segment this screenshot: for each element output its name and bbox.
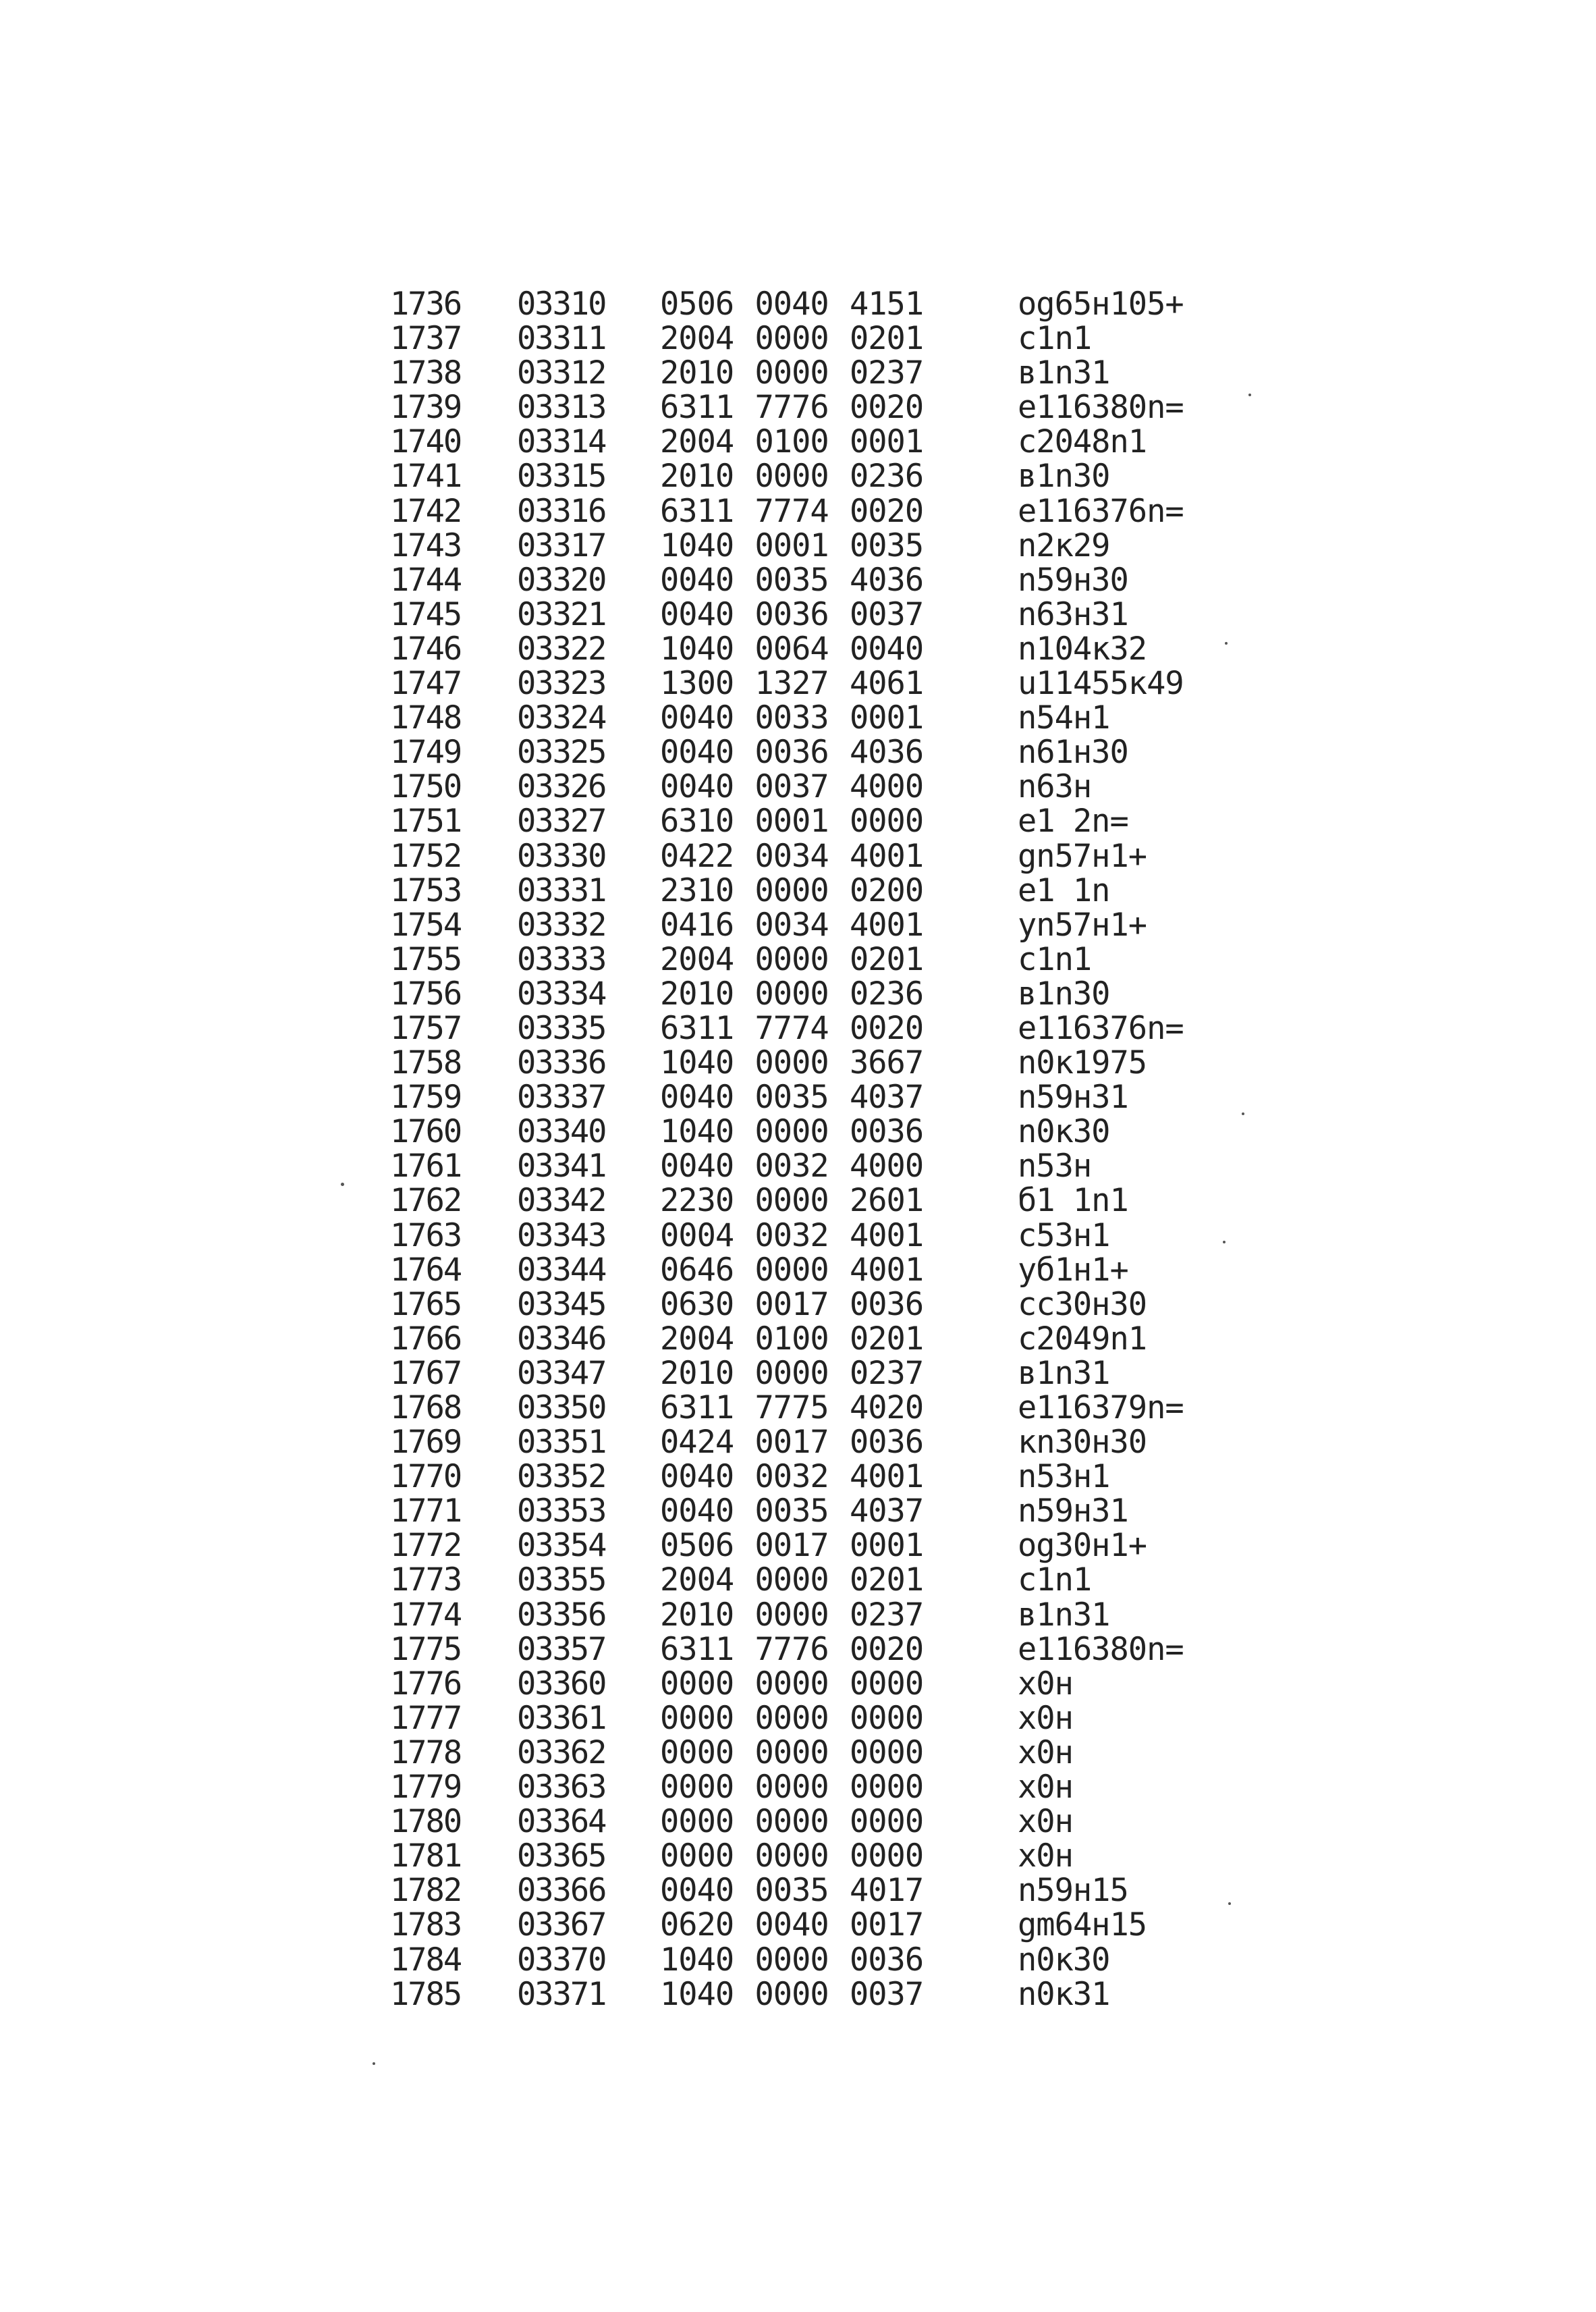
- octal-address: 03361: [517, 1699, 606, 1737]
- line-number: 1738: [390, 354, 462, 392]
- listing-row: [390, 1908, 1335, 1942]
- line-number: 1748: [390, 699, 462, 737]
- instruction-words: 0630 0017 0036: [660, 1285, 924, 1323]
- mnemonic-code: в1n31: [1018, 1596, 1110, 1634]
- octal-address: 03360: [517, 1665, 606, 1702]
- octal-address: 03315: [517, 458, 606, 495]
- line-number: 1772: [390, 1527, 462, 1565]
- instruction-words: 0004 0032 4001: [660, 1216, 924, 1254]
- octal-address: 03331: [517, 871, 606, 909]
- mnemonic-code: n59н15: [1018, 1872, 1128, 1910]
- mnemonic-code: c53н1: [1018, 1216, 1110, 1254]
- instruction-words: 1040 0000 3667: [660, 1044, 924, 1082]
- listing-row: [390, 1459, 1335, 1494]
- stray-speck: [373, 2062, 375, 2065]
- line-number: 1742: [390, 492, 462, 530]
- listing-row: [390, 1253, 1335, 1287]
- octal-address: 03343: [517, 1216, 606, 1254]
- listing-row: [390, 701, 1335, 735]
- line-number: 1752: [390, 837, 462, 875]
- stray-speck: [1242, 1112, 1244, 1115]
- instruction-words: 1040 0064 0040: [660, 630, 924, 668]
- octal-address: 03344: [517, 1251, 606, 1289]
- line-number: 1761: [390, 1148, 462, 1185]
- stray-speck: [1248, 394, 1251, 396]
- line-number: 1760: [390, 1113, 462, 1151]
- line-number: 1769: [390, 1424, 462, 1461]
- listing-row: [390, 839, 1335, 873]
- stray-speck: [1228, 1902, 1231, 1905]
- mnemonic-code: c1n1: [1018, 940, 1092, 978]
- listing-row: [390, 632, 1335, 666]
- instruction-words: 1040 0000 0036: [660, 1941, 924, 1979]
- octal-address: 03371: [517, 1975, 606, 2013]
- instruction-words: 1300 1327 4061: [660, 665, 924, 703]
- mnemonic-code: n0к31: [1018, 1975, 1110, 2013]
- mnemonic-code: cc30н30: [1018, 1285, 1147, 1323]
- line-number: 1776: [390, 1665, 462, 1702]
- line-number: 1741: [390, 458, 462, 495]
- line-number: 1767: [390, 1354, 462, 1392]
- octal-address: 03356: [517, 1596, 606, 1634]
- mnemonic-code: gm64н15: [1018, 1906, 1147, 1944]
- instruction-words: 6310 0001 0000: [660, 803, 924, 840]
- mnemonic-code: б1 1n1: [1018, 1182, 1128, 1220]
- mnemonic-code: x0н: [1018, 1769, 1073, 1806]
- line-number: 1740: [390, 423, 462, 461]
- listing-row: [390, 390, 1335, 425]
- instruction-words: 2010 0000 0237: [660, 354, 924, 392]
- stray-speck: [1223, 1241, 1226, 1243]
- mnemonic-code: gn57н1+: [1018, 837, 1147, 875]
- octal-address: 03322: [517, 630, 606, 668]
- listing-row: [390, 1632, 1335, 1667]
- listing-row: [390, 977, 1335, 1011]
- line-number: 1749: [390, 734, 462, 772]
- listing-row: [390, 529, 1335, 563]
- instruction-words: 0000 0000 0000: [660, 1699, 924, 1737]
- line-number: 1782: [390, 1872, 462, 1910]
- octal-address: 03314: [517, 423, 606, 461]
- instruction-words: 0040 0035 4036: [660, 561, 924, 599]
- octal-address: 03321: [517, 595, 606, 633]
- mnemonic-code: u11455к49: [1018, 665, 1184, 703]
- mnemonic-code: c2049n1: [1018, 1320, 1147, 1357]
- mnemonic-code: в1n31: [1018, 354, 1110, 392]
- octal-address: 03317: [517, 527, 606, 564]
- octal-address: 03310: [517, 286, 606, 323]
- line-number: 1745: [390, 595, 462, 633]
- line-number: 1781: [390, 1837, 462, 1875]
- octal-address: 03323: [517, 665, 606, 703]
- line-number: 1755: [390, 940, 462, 978]
- mnemonic-code: yn57н1+: [1018, 906, 1147, 944]
- instruction-words: 6311 7775 4020: [660, 1389, 924, 1426]
- octal-address: 03334: [517, 975, 606, 1013]
- line-number: 1785: [390, 1975, 462, 2013]
- instruction-words: 0646 0000 4001: [660, 1251, 924, 1289]
- mnemonic-code: c1n1: [1018, 320, 1092, 358]
- octal-address: 03367: [517, 1906, 606, 1944]
- mnemonic-code: n104к32: [1018, 630, 1147, 668]
- line-number: 1768: [390, 1389, 462, 1426]
- listing-row: [390, 287, 1335, 321]
- line-number: 1737: [390, 320, 462, 358]
- instruction-words: 0040 0036 0037: [660, 595, 924, 633]
- instruction-words: 0040 0035 4017: [660, 1872, 924, 1910]
- listing-row: [390, 735, 1335, 770]
- octal-address: 03357: [517, 1630, 606, 1668]
- mnemonic-code: n2к29: [1018, 527, 1110, 564]
- mnemonic-code: n63н31: [1018, 595, 1128, 633]
- listing-row: [390, 1183, 1335, 1218]
- listing-row: [390, 1011, 1335, 1046]
- mnemonic-code: e1 1n: [1018, 871, 1110, 909]
- instruction-words: 0422 0034 4001: [660, 837, 924, 875]
- octal-address: 03351: [517, 1424, 606, 1461]
- mnemonic-code: e116376n=: [1018, 492, 1184, 530]
- mnemonic-code: n63н: [1018, 768, 1092, 806]
- listing-row: [390, 1528, 1335, 1563]
- mnemonic-code: c1n1: [1018, 1561, 1092, 1599]
- instruction-words: 0000 0000 0000: [660, 1803, 924, 1841]
- instruction-words: 1040 0000 0036: [660, 1113, 924, 1151]
- octal-address: 03320: [517, 561, 606, 599]
- instruction-words: 0000 0000 0000: [660, 1769, 924, 1806]
- mnemonic-code: n59н31: [1018, 1079, 1128, 1117]
- mnemonic-code: x0н: [1018, 1837, 1073, 1875]
- instruction-words: 0000 0000 0000: [660, 1665, 924, 1702]
- instruction-words: 0040 0037 4000: [660, 768, 924, 806]
- octal-address: 03355: [517, 1561, 606, 1599]
- listing-row: [390, 1804, 1335, 1839]
- instruction-words: 0040 0033 0001: [660, 699, 924, 737]
- octal-address: 03341: [517, 1148, 606, 1185]
- stray-speck: [341, 1183, 344, 1186]
- mnemonic-code: в1n30: [1018, 458, 1110, 495]
- line-number: 1736: [390, 286, 462, 323]
- listing-row: [390, 666, 1335, 701]
- line-number: 1757: [390, 1009, 462, 1047]
- instruction-words: 2310 0000 0200: [660, 871, 924, 909]
- instruction-words: 2004 0000 0201: [660, 940, 924, 978]
- instruction-words: 0506 0017 0001: [660, 1527, 924, 1565]
- octal-address: 03327: [517, 803, 606, 840]
- mnemonic-code: c2048n1: [1018, 423, 1147, 461]
- mnemonic-code: yб1н1+: [1018, 1251, 1128, 1289]
- listing-row: [390, 1356, 1335, 1391]
- listing-row: [390, 459, 1335, 493]
- listing-row: [390, 804, 1335, 838]
- listing-row: [390, 1667, 1335, 1701]
- line-number: 1744: [390, 561, 462, 599]
- line-number: 1775: [390, 1630, 462, 1668]
- listing-row: [390, 1218, 1335, 1253]
- octal-address: 03336: [517, 1044, 606, 1082]
- octal-address: 03345: [517, 1285, 606, 1323]
- octal-address: 03365: [517, 1837, 606, 1875]
- line-number: 1774: [390, 1596, 462, 1634]
- instruction-words: 0040 0032 4000: [660, 1148, 924, 1185]
- mnemonic-code: x0н: [1018, 1665, 1073, 1702]
- listing-row: [390, 1598, 1335, 1632]
- instruction-words: 0040 0032 4001: [660, 1458, 924, 1496]
- mnemonic-code: n53н: [1018, 1148, 1092, 1185]
- octal-address: 03325: [517, 734, 606, 772]
- instruction-words: 0620 0040 0017: [660, 1906, 924, 1944]
- instruction-words: 2004 0000 0201: [660, 1561, 924, 1599]
- octal-address: 03353: [517, 1493, 606, 1530]
- listing-row: [390, 1425, 1335, 1459]
- mnemonic-code: x0н: [1018, 1803, 1073, 1841]
- instruction-words: 0000 0000 0000: [660, 1837, 924, 1875]
- octal-address: 03354: [517, 1527, 606, 1565]
- listing-row: [390, 1287, 1335, 1322]
- listing-row: [390, 908, 1335, 942]
- mnemonic-code: og30н1+: [1018, 1527, 1147, 1565]
- mnemonic-code: в1n31: [1018, 1354, 1110, 1392]
- listing-row: [390, 770, 1335, 804]
- instruction-words: 1040 0001 0035: [660, 527, 924, 564]
- octal-address: 03340: [517, 1113, 606, 1151]
- instruction-words: 0040 0035 4037: [660, 1493, 924, 1530]
- line-number: 1766: [390, 1320, 462, 1357]
- octal-address: 03364: [517, 1803, 606, 1841]
- line-number: 1751: [390, 803, 462, 840]
- octal-address: 03311: [517, 320, 606, 358]
- instruction-words: 0000 0000 0000: [660, 1733, 924, 1771]
- stray-speck: [1225, 642, 1228, 645]
- line-number: 1771: [390, 1493, 462, 1530]
- octal-address: 03330: [517, 837, 606, 875]
- instruction-words: 6311 7776 0020: [660, 389, 924, 427]
- listing-row: [390, 356, 1335, 390]
- listing-row: [390, 942, 1335, 977]
- line-number: 1747: [390, 665, 462, 703]
- instruction-words: 6311 7776 0020: [660, 1630, 924, 1668]
- line-number: 1758: [390, 1044, 462, 1082]
- program-listing: [390, 287, 1335, 2012]
- octal-address: 03324: [517, 699, 606, 737]
- line-number: 1753: [390, 871, 462, 909]
- mnemonic-code: n0к1975: [1018, 1044, 1147, 1082]
- instruction-words: 2004 0000 0201: [660, 320, 924, 358]
- line-number: 1743: [390, 527, 462, 564]
- octal-address: 03313: [517, 389, 606, 427]
- mnemonic-code: e116376n=: [1018, 1009, 1184, 1047]
- listing-row: [390, 1046, 1335, 1080]
- listing-row: [390, 563, 1335, 597]
- mnemonic-code: n0к30: [1018, 1941, 1110, 1979]
- mnemonic-code: n53н1: [1018, 1458, 1110, 1496]
- instruction-words: 1040 0000 0037: [660, 1975, 924, 2013]
- line-number: 1783: [390, 1906, 462, 1944]
- instruction-words: 2004 0100 0201: [660, 1320, 924, 1357]
- instruction-words: 0506 0040 4151: [660, 286, 924, 323]
- mnemonic-code: x0н: [1018, 1699, 1073, 1737]
- instruction-words: 2230 0000 2601: [660, 1182, 924, 1220]
- line-number: 1770: [390, 1458, 462, 1496]
- listing-row: [390, 1149, 1335, 1183]
- instruction-words: 0040 0036 4036: [660, 734, 924, 772]
- listing-row: [390, 1770, 1335, 1804]
- line-number: 1739: [390, 389, 462, 427]
- listing-row: [390, 1563, 1335, 1597]
- octal-address: 03326: [517, 768, 606, 806]
- instruction-words: 0416 0034 4001: [660, 906, 924, 944]
- mnemonic-code: кn30н30: [1018, 1424, 1147, 1461]
- listing-row: [390, 425, 1335, 459]
- octal-address: 03332: [517, 906, 606, 944]
- mnemonic-code: n0к30: [1018, 1113, 1110, 1151]
- line-number: 1764: [390, 1251, 462, 1289]
- mnemonic-code: n59н31: [1018, 1493, 1128, 1530]
- listing-row: [390, 1873, 1335, 1908]
- instruction-words: 0040 0035 4037: [660, 1079, 924, 1117]
- mnemonic-code: e116380n=: [1018, 389, 1184, 427]
- octal-address: 03350: [517, 1389, 606, 1426]
- octal-address: 03346: [517, 1320, 606, 1357]
- octal-address: 03316: [517, 492, 606, 530]
- listing-row: [390, 873, 1335, 908]
- line-number: 1777: [390, 1699, 462, 1737]
- mnemonic-code: n54н1: [1018, 699, 1110, 737]
- mnemonic-code: e1 2n=: [1018, 803, 1128, 840]
- line-number: 1746: [390, 630, 462, 668]
- listing-row: [390, 1079, 1335, 1117]
- mnemonic-code: x0н: [1018, 1733, 1073, 1771]
- line-number: 1784: [390, 1941, 462, 1979]
- octal-address: 03370: [517, 1941, 606, 1979]
- listing-row: [390, 1322, 1335, 1356]
- octal-address: 03347: [517, 1354, 606, 1392]
- octal-address: 03337: [517, 1079, 606, 1117]
- listing-row: [390, 494, 1335, 529]
- listing-row: [390, 1494, 1335, 1528]
- line-number: 1779: [390, 1769, 462, 1806]
- octal-address: 03312: [517, 354, 606, 392]
- listing-row: [390, 1839, 1335, 1873]
- instruction-words: 2010 0000 0236: [660, 458, 924, 495]
- listing-row: [390, 597, 1335, 632]
- mnemonic-code: og65н105+: [1018, 286, 1184, 323]
- octal-address: 03366: [517, 1872, 606, 1910]
- octal-address: 03362: [517, 1733, 606, 1771]
- octal-address: 03333: [517, 940, 606, 978]
- line-number: 1778: [390, 1733, 462, 1771]
- mnemonic-code: в1n30: [1018, 975, 1110, 1013]
- mnemonic-code: e116380n=: [1018, 1630, 1184, 1668]
- mnemonic-code: e116379n=: [1018, 1389, 1184, 1426]
- listing-row: [390, 1391, 1335, 1425]
- listing-row: [390, 1701, 1335, 1736]
- line-number: 1773: [390, 1561, 462, 1599]
- line-number: 1780: [390, 1803, 462, 1841]
- instruction-words: 2004 0100 0001: [660, 423, 924, 461]
- instruction-words: 2010 0000 0237: [660, 1596, 924, 1634]
- instruction-words: 2010 0000 0237: [660, 1354, 924, 1392]
- line-number: 1762: [390, 1182, 462, 1220]
- instruction-words: 6311 7774 0020: [660, 492, 924, 530]
- octal-address: 03363: [517, 1769, 606, 1806]
- line-number: 1756: [390, 975, 462, 1013]
- listing-row: [390, 1943, 1335, 1977]
- octal-address: 03335: [517, 1009, 606, 1047]
- octal-address: 03352: [517, 1458, 606, 1496]
- mnemonic-code: n61н30: [1018, 734, 1128, 772]
- listing-row: [390, 1977, 1335, 2012]
- instruction-words: 0424 0017 0036: [660, 1424, 924, 1461]
- line-number: 1759: [390, 1079, 462, 1117]
- listing-row: [390, 1114, 1335, 1149]
- line-number: 1763: [390, 1216, 462, 1254]
- mnemonic-code: n59н30: [1018, 561, 1128, 599]
- line-number: 1754: [390, 906, 462, 944]
- listing-row: [390, 321, 1335, 356]
- line-number: 1765: [390, 1285, 462, 1323]
- instruction-words: 2010 0000 0236: [660, 975, 924, 1013]
- instruction-words: 6311 7774 0020: [660, 1009, 924, 1047]
- line-number: 1750: [390, 768, 462, 806]
- octal-address: 03342: [517, 1182, 606, 1220]
- listing-row: [390, 1733, 1335, 1771]
